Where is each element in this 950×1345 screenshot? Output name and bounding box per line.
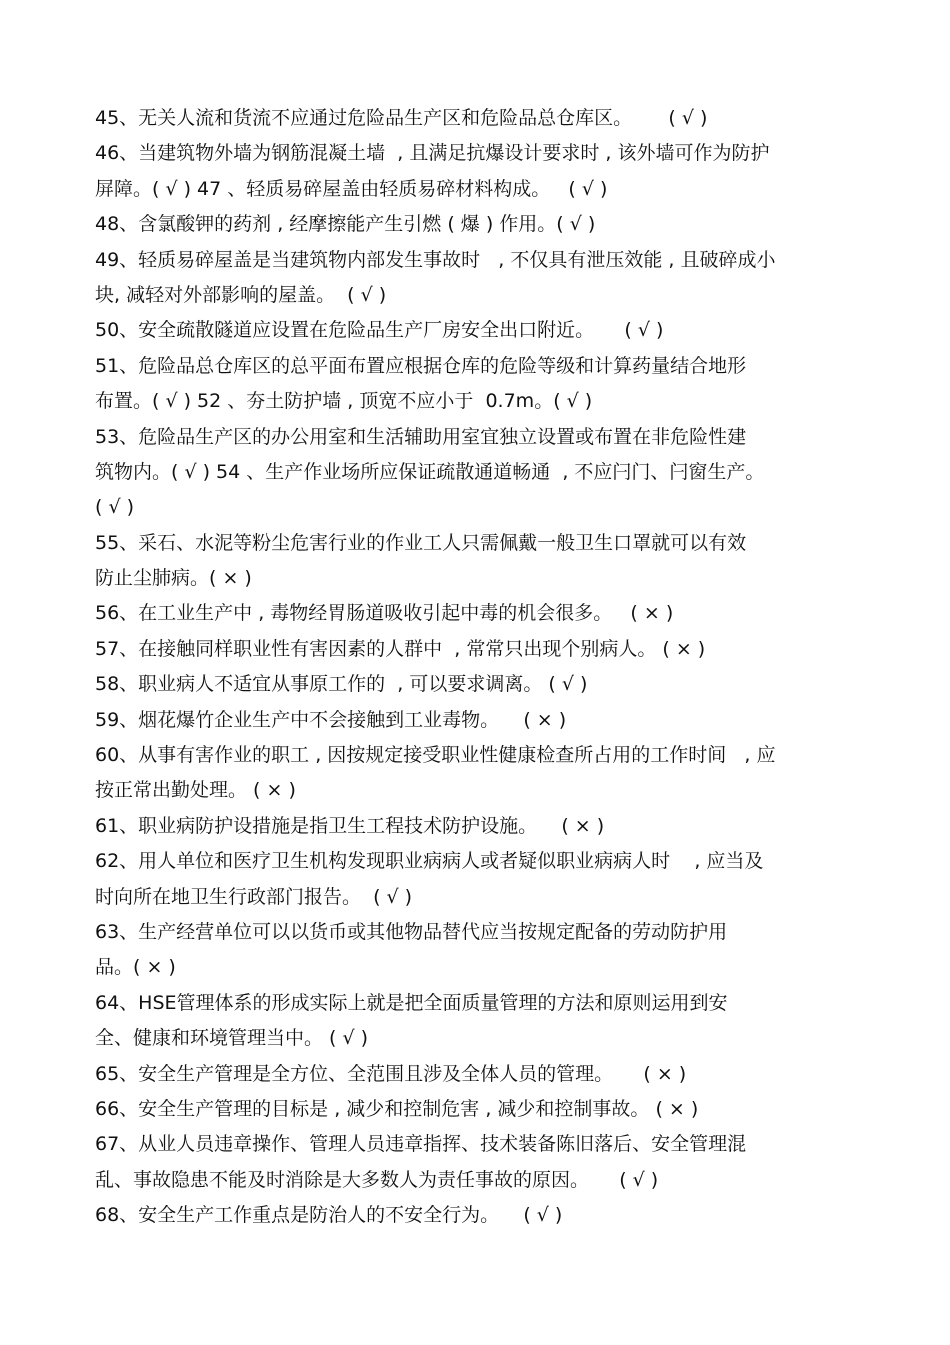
text-line: 布置。( √ ) 52 、夯土防护墙 , 顶宽不应小于 0.7m。( √ ) bbox=[95, 390, 593, 413]
text-line: 63、生产经营单位可以以货币或其他物品替代应当按规定配备的劳动防护用 bbox=[95, 920, 728, 943]
text-line: 51、危险品总仓库区的总平面布置应根据仓库的危险等级和计算药量结合地形 bbox=[95, 354, 747, 377]
text-line: 防止尘肺病。( × ) bbox=[95, 567, 252, 590]
text-line: 61、职业病防护设措施是指卫生工程技术防护设施。 ( × ) bbox=[95, 814, 605, 837]
text-line: 屏障。( √ ) 47 、轻质易碎屋盖由轻质易碎材料构成。 ( √ ) bbox=[95, 177, 608, 200]
text-line: 68、安全生产工作重点是防治人的不安全行为。 ( √ ) bbox=[95, 1204, 563, 1227]
text-line: 按正常出勤处理。 ( × ) bbox=[95, 779, 296, 802]
text-line: 65、安全生产管理是全方位、全范围且涉及全体人员的管理。 ( × ) bbox=[95, 1062, 687, 1085]
text-line: 56、在工业生产中 , 毒物经胃肠道吸收引起中毒的机会很多。 ( × ) bbox=[95, 602, 674, 625]
text-line: 64、HSE管理体系的形成实际上就是把全面质量管理的方法和原则运用到安 bbox=[95, 991, 728, 1014]
text-line: 67、从业人员违章操作、管理人员违章指挥、技术装备陈旧落后、安全管理混 bbox=[95, 1133, 747, 1156]
text-line: 57、在接触同样职业性有害因素的人群中 , 常常只出现个别病人。 ( × ) bbox=[95, 637, 706, 660]
text-line: 时向所在地卫生行政部门报告。 ( √ ) bbox=[95, 885, 413, 908]
text-line: 59、烟花爆竹企业生产中不会接触到工业毒物。 ( × ) bbox=[95, 708, 567, 731]
text-line: 58、职业病人不适宜从事原工作的 , 可以要求调离。 ( √ ) bbox=[95, 673, 588, 696]
text-line: 62、用人单位和医疗卫生机构发现职业病病人或者疑似职业病病人时 , 应当及 bbox=[95, 850, 764, 873]
text-line: 品。( × ) bbox=[95, 956, 176, 979]
text-line: 块, 减轻对外部影响的屋盖。 ( √ ) bbox=[95, 283, 387, 306]
text-line: 45、无关人流和货流不应通过危险品生产区和危险品总仓库区。 ( √ ) bbox=[95, 107, 708, 129]
text-line: 48、含氯酸钾的药剂 , 经摩擦能产生引燃 ( 爆 ) 作用。( √ ) bbox=[95, 213, 596, 236]
text-line: 乱、事故隐患不能及时消除是大多数人为责任事故的原因。 ( √ ) bbox=[95, 1168, 659, 1191]
text-line: 50、安全疏散隧道应设置在危险品生产厂房安全出口附近。 ( √ ) bbox=[95, 319, 664, 342]
text-line: 全、健康和环境管理当中。 ( √ ) bbox=[95, 1027, 369, 1050]
text-line: 49、轻质易碎屋盖是当建筑物内部发生事故时 , 不仅具有泄压效能 , 且破碎成小 bbox=[95, 248, 776, 271]
text-line: 60、从事有害作业的职工 , 因按规定接受职业性健康检查所占用的工作时间 , 应 bbox=[95, 744, 776, 767]
text-line: ( √ ) bbox=[95, 496, 135, 519]
text-line: 53、危险品生产区的办公用室和生活辅助用室宜独立设置或布置在非危险性建 bbox=[95, 425, 747, 448]
text-line: 筑物内。( √ ) 54 、生产作业场所应保证疏散通道畅通 , 不应闩门、闩窗生产。 bbox=[95, 460, 765, 483]
text-line: 66、安全生产管理的目标是 , 减少和控制危害 , 减少和控制事故。 ( × ) bbox=[95, 1097, 699, 1120]
text-line: 46、当建筑物外墙为钢筋混凝土墙 , 且满足抗爆设计要求时 , 该外墙可作为防护 bbox=[95, 142, 770, 165]
text-line: 55、采石、水泥等粉尘危害行业的作业工人只需佩戴一般卫生口罩就可以有效 bbox=[95, 531, 747, 554]
document-body bbox=[95, 101, 870, 1234]
